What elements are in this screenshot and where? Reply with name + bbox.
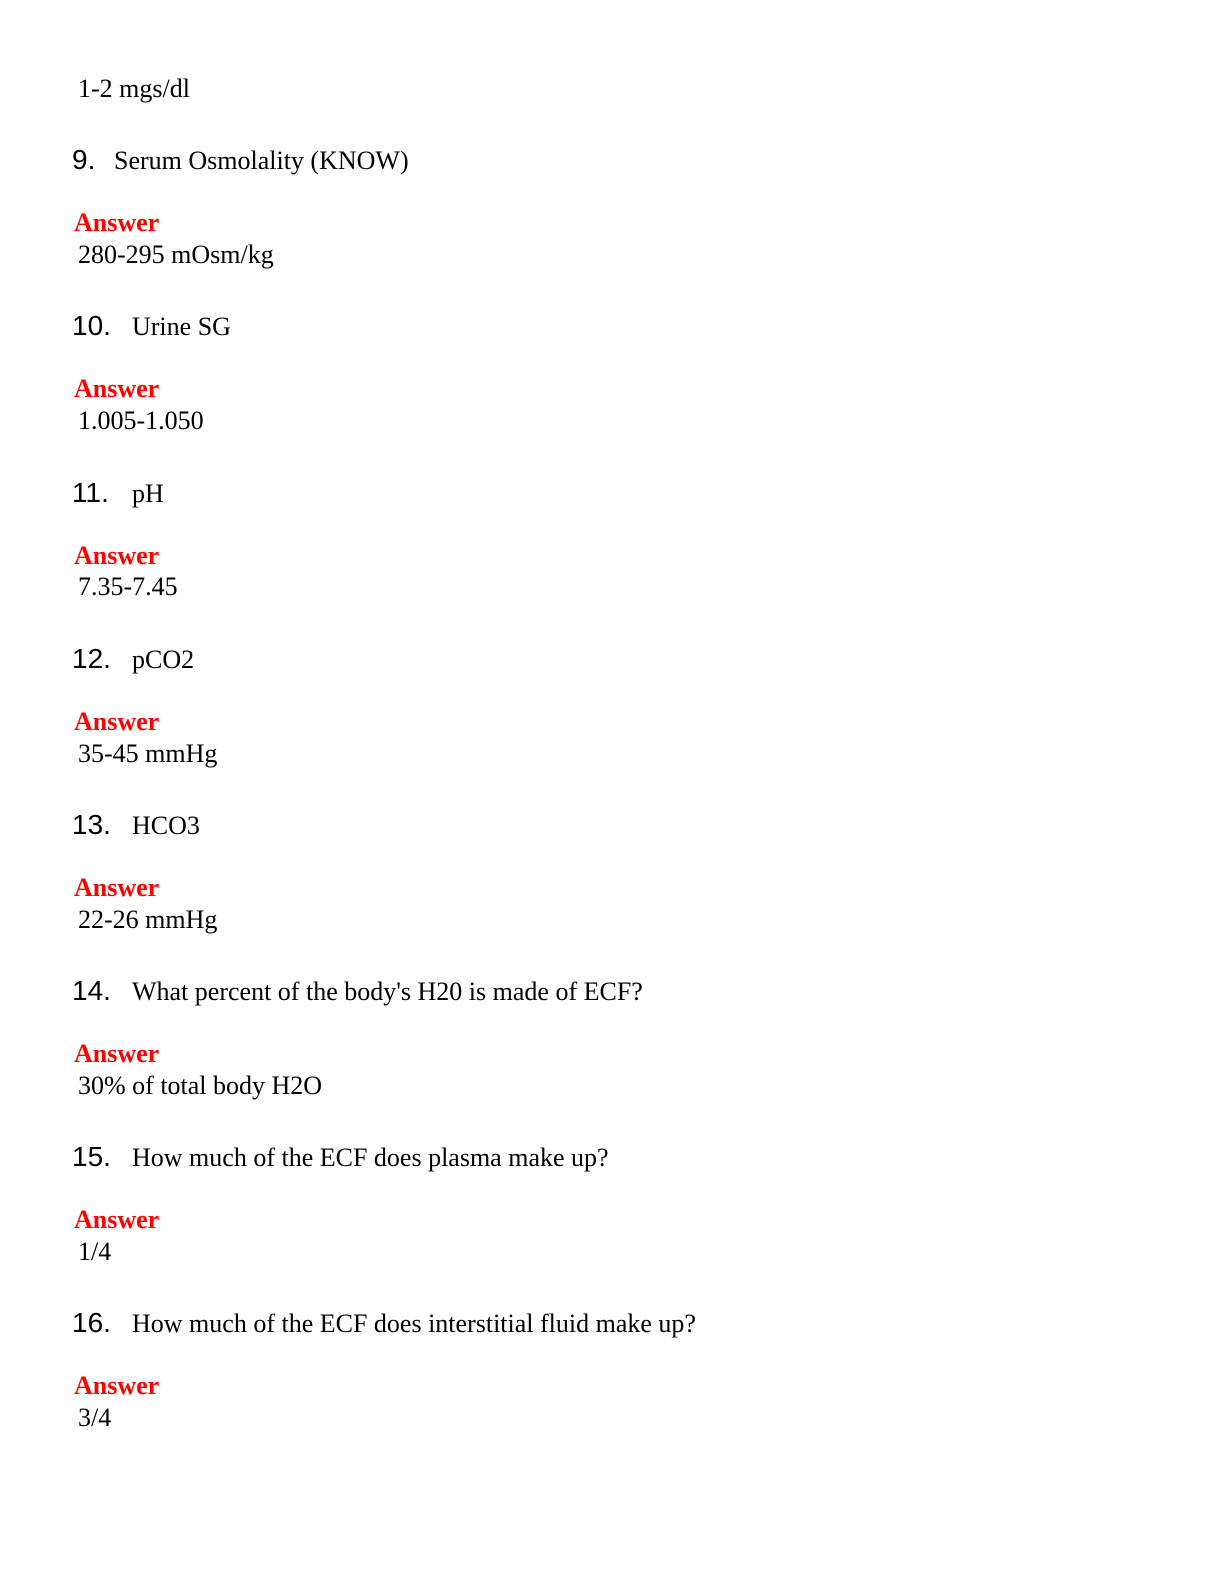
answer-label: Answer [74, 873, 160, 902]
answer-text-8: 1-2 mgs/dl [78, 74, 190, 103]
answer-label: Answer [74, 374, 160, 403]
answer-label: Answer [74, 1039, 160, 1068]
answer-label: Answer [74, 1205, 160, 1234]
answer-text: 30% of total body H2O [78, 1071, 323, 1100]
question-number: 11. [72, 477, 109, 508]
answer-label: Answer [74, 1371, 160, 1400]
question-number: 15. [72, 1141, 111, 1172]
question-text: How much of the ECF does plasma make up? [132, 1143, 609, 1172]
answer-text: 7.35-7.45 [78, 572, 178, 601]
question-number: 10. [72, 310, 111, 341]
question-text: What percent of the body's H20 is made of ECF? [132, 977, 643, 1006]
answer-label: Answer [74, 208, 160, 237]
question-number: 14. [72, 975, 111, 1006]
answer-text: 1/4 [78, 1237, 112, 1266]
answer-text: 35-45 mmHg [78, 739, 218, 768]
answer-label: Answer [74, 541, 160, 570]
question-number: 9. [72, 144, 96, 175]
question-text: pCO2 [132, 645, 195, 674]
answer-text: 1.005-1.050 [78, 406, 204, 435]
question-text: Serum Osmolality (KNOW) [114, 146, 409, 175]
question-text: pH [132, 479, 164, 508]
answer-label: Answer [74, 707, 160, 736]
question-number: 12. [72, 643, 111, 674]
answer-text: 3/4 [78, 1403, 112, 1432]
question-text: Urine SG [132, 312, 231, 341]
question-number: 13. [72, 809, 111, 840]
answer-text: 22-26 mmHg [78, 905, 218, 934]
answer-text: 280-295 mOsm/kg [78, 240, 274, 269]
question-text: How much of the ECF does interstitial fluid make up? [132, 1309, 696, 1338]
question-number: 16. [72, 1307, 111, 1338]
question-text: HCO3 [132, 811, 200, 840]
